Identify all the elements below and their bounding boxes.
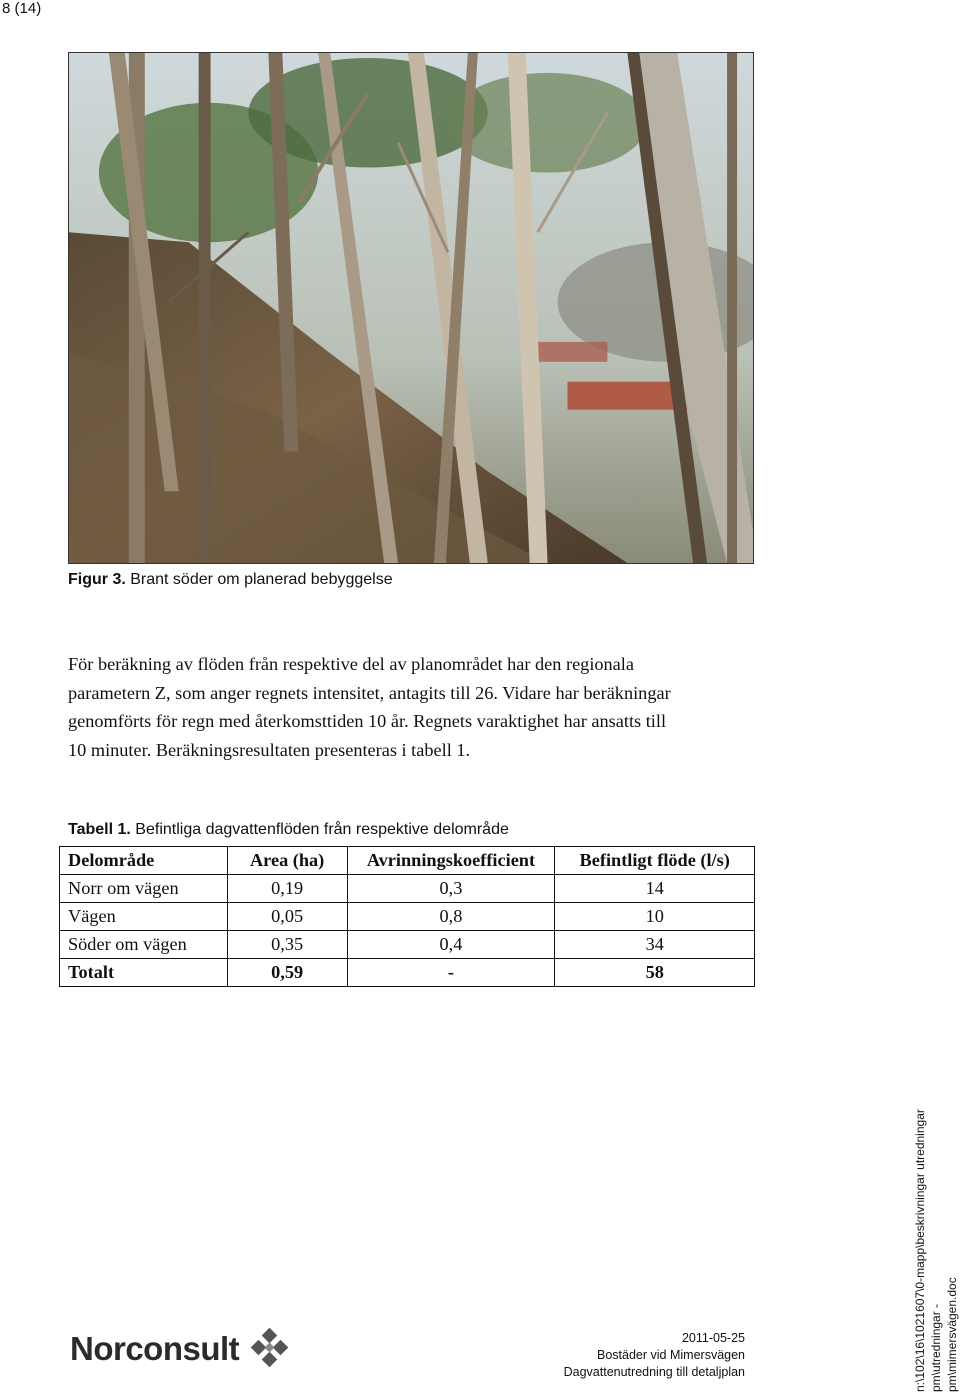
- cell-delomrade: Söder om vägen: [60, 931, 228, 959]
- cell-flow: 10: [555, 903, 755, 931]
- footer-document: Dagvattenutredning till detaljplan: [563, 1365, 745, 1379]
- header-delomrade: Delområde: [60, 847, 228, 875]
- header-area: Area (ha): [227, 847, 347, 875]
- page-number: 8 (14): [2, 0, 42, 17]
- footer-date: 2011-05-25: [681, 1331, 745, 1345]
- header-flow: Befintligt flöde (l/s): [555, 847, 755, 875]
- file-path: [912, 1032, 960, 1392]
- total-label: Totalt: [60, 959, 228, 987]
- body-paragraph: [68, 650, 758, 764]
- flow-table: [59, 846, 755, 987]
- table-total-row: [60, 959, 755, 987]
- paragraph-line: parametern Z, som anger regnets intensitet, antagits till 26. Vidare har beräkningar: [68, 682, 671, 703]
- table-row: [60, 903, 755, 931]
- cell-flow: 14: [555, 875, 755, 903]
- paragraph-line: 10 minuter. Beräkningsresultaten presenteras i tabell 1.: [68, 739, 471, 760]
- cell-area: 0,05: [227, 903, 347, 931]
- header-coefficient: Avrinningskoefficient: [347, 847, 555, 875]
- file-path-line: n:\102\16\1021607\0-mapp\beskrivningar utredningar pm\utredningar -: [913, 1109, 943, 1392]
- cell-coefficient: 0,8: [347, 903, 555, 931]
- file-path-line: pm\mimersvägen.doc: [945, 1277, 959, 1392]
- footer-info: [564, 1330, 745, 1381]
- cell-area: 0,35: [227, 931, 347, 959]
- norconsult-diamond-icon: [249, 1328, 291, 1370]
- cell-delomrade: Vägen: [60, 903, 228, 931]
- logo-text: Norconsult: [70, 1330, 240, 1367]
- total-area: 0,59: [227, 959, 347, 987]
- figure-caption-text: Brant söder om planerad bebyggelse: [130, 571, 393, 588]
- table-label: Tabell 1.: [68, 821, 131, 838]
- forest-slope-photo: [68, 52, 754, 564]
- cell-flow: 34: [555, 931, 755, 959]
- cell-coefficient: 0,3: [347, 875, 555, 903]
- paragraph-line: genomförts för regn med återkomsttiden 10 år. Regnets varaktighet har ansatts till: [68, 711, 667, 731]
- table-row: [60, 931, 755, 959]
- table-header-row: [60, 847, 755, 875]
- table-caption-text: Befintliga dagvattenflöden från respektive delområde: [135, 821, 509, 838]
- norconsult-logo: [70, 1328, 291, 1370]
- cell-coefficient: 0,4: [347, 931, 555, 959]
- figure-caption: [68, 571, 393, 589]
- table-caption: [68, 821, 509, 839]
- paragraph-line: För beräkning av flöden från respektive del av planområdet har den regionala: [68, 654, 634, 674]
- total-flow: 58: [555, 959, 755, 987]
- figure-label: Figur 3.: [68, 571, 126, 588]
- total-coefficient: -: [347, 959, 555, 987]
- footer-project: Bostäder vid Mimersvägen: [597, 1348, 745, 1362]
- cell-area: 0,19: [227, 875, 347, 903]
- table-row: [60, 875, 755, 903]
- cell-delomrade: Norr om vägen: [60, 875, 228, 903]
